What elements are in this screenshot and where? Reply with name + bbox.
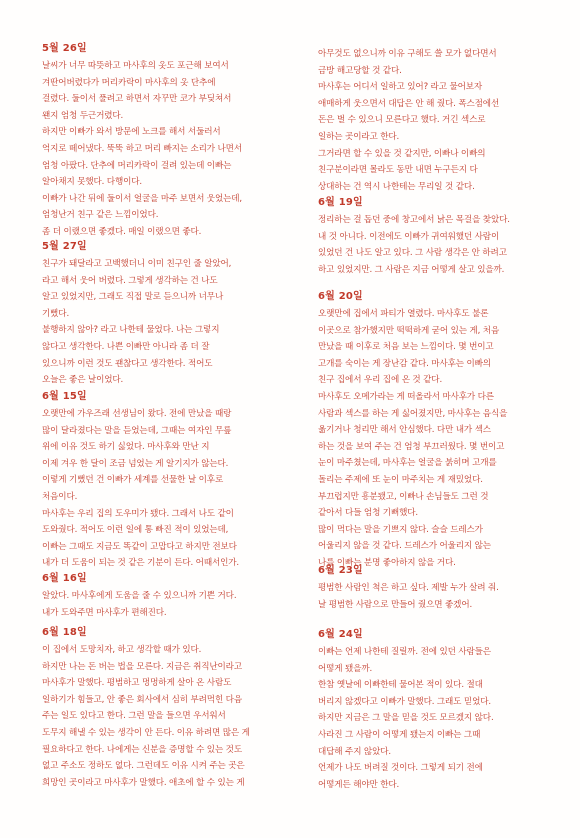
entry-line: 어울리지 않을 것 같다. 드레스가 어울리지 않는 [318,541,491,552]
entry-line: 옮기거나 청리만 해서 안심했다. 다만 내가 섹스 [318,425,491,436]
entry-line: 하지만 이빠가 와서 방문에 노크를 해서 서둘러서 [42,127,221,138]
entry-line: 희망인 곳이라고 마사후가 말했다. 애초에 할 수 있는 게 [42,777,245,788]
entry-line: 날씨가 너무 따뜻하고 마사후의 옷도 포근해 보여서 [42,61,229,71]
entry-line: 마사후가 말했다. 평범하고 멍멍하게 살아 온 사람도 [42,678,232,689]
entry-line: 사라진 그 사람이 어떻게 됐는지 이빠는 그때 [318,729,481,740]
entry-line: 걸렸다. 둘이서 풀려고 하면서 자꾸만 코가 부딪쳐서 [42,94,232,105]
entry-line: 처음이다. [42,491,78,502]
entry-line: 평범한 사람인 척은 하고 싶다. 제발 누가 살려 줘. [318,583,499,593]
entry-line: 엄청 아팠다. 단추에 머리카락이 걸려 있는데 이빠는 [42,160,232,171]
entry-line: 만났을 때 이후로 처음 보는 느낌이다. 몇 번이고 [318,342,494,353]
entry-line: 이 집에서 도망치자, 하고 생각할 때가 있다. [42,645,202,655]
entry-line: 오랫만에 가우즈래 선생님이 왔다. 전에 만났을 때랑 [42,409,232,419]
diary-entry [318,628,566,793]
entry-line: 사람과 섹스를 하는 게 싫어졌지만, 마사후는 음식을 [318,408,508,419]
entry-date: 6월 18일 [42,627,87,638]
entry-line: 오늘은 좋은 날이었다. [42,375,124,386]
entry-date: 6월 24일 [318,629,363,640]
entry-line: 내가 더 도움이 되는 것 같은 기분이 든다. 어때서인가. [42,558,240,569]
entry-date: 5월 27일 [42,241,87,252]
entry-line: 있었던 건 나도 알고 있다. 그 사람 생각은 안 하려고 [318,248,507,259]
entry-line: 어떻게든 해야만 한다. [318,779,400,790]
entry-line: 이빠는 그때도 지금도 똑같이 고맙다고 하지만 전보다 [42,541,237,552]
entry-line: 이렇게 기뻤던 건 이빠가 세계를 선물한 날 이후로 [42,475,224,486]
entry-line: 이빠는 언제 나한테 질릴까. 전에 있던 사람들은 [318,647,491,657]
entry-line: 어떻게 됐을까. [318,663,373,674]
entry-line: 좀 더 이랬으면 좋겠다. 매일 이랬으면 좋다. [42,226,202,237]
entry-line: 친구가 돼달라고 고백했더니 이미 친구인 줄 알았어, [42,259,232,269]
entry-line: 이곳으로 참가했지만 떡떡하게 굳어 있는 게, 처음 [318,325,500,336]
entry-line: 이빠가 나간 뒤에 둘이서 얼굴을 마주 보면서 웃었는데, [42,193,242,204]
entry-date: 6월 20일 [318,291,363,302]
entry-line: 날 평범한 사람으로 만들어 줬으면 좋겠어. [318,599,473,610]
entry-line: 마사후도 오메가라는 게 떠올라서 마사후가 다른 [318,391,494,402]
entry-date: 6월 19일 [318,197,363,208]
diary-entry [42,240,304,389]
entry-line: 같아서 다들 엄청 기뻐했다. [318,508,418,519]
entry-date: 6월 15일 [42,391,87,402]
entry-line: 마사후는 우리 집의 도우미가 됐다. 그래서 나도 같이 [42,508,234,519]
entry-line: 기뻤다. [42,308,70,319]
entry-line: 겨딴어버렸다가 머리카락이 마사후의 옷 단추에 [42,77,216,88]
entry-line: 알아채지 못했다. 다행이다. [42,177,142,188]
entry-line: 불행하지 않아? 라고 나한테 물었다. 나는 그렇지 [42,325,220,336]
entry-line: 친구 집에서 우리 집에 온 것 같다. [318,375,443,386]
entry-line: 대답해 주지 않았다. [318,746,391,757]
entry-line: 하지만 나는 돈 버는 법을 모른다. 지금은 취직난이라고 [42,661,242,672]
entry-line: 언제가 나도 버려질 것이다. 그렇게 되기 전에 [318,763,483,774]
entry-date: 5월 26일 [42,43,87,54]
entry-line: 한참 옛날에 이빠한테 물어본 적이 있다. 절대 [318,680,483,691]
entry-line: 하고 있었지만. 그 사람은 지금 어떻게 살고 있을까. [318,264,505,275]
entry-line: 도무지 해낼 수 있는 생각이 안 든다. 이유 하려면 많은 게 [42,727,250,738]
entry-line: 애매하게 웃으면서 대답은 안 해 줬다. 폭스점에선 [318,98,500,109]
entry-line: 고개를 숙이는 게 장난감 같다. 마사후는 이빠의 [318,358,491,369]
entry-line: 하지만 지금은 그 말을 믿을 것도 모르겠지 않다. [318,713,494,724]
entry-line: 억지로 떼어냈다. 뚝뚝 하고 머리 빠지는 소리가 나면서 [42,143,242,154]
entry-line: 내 것 아니다. 이전에도 이빠가 귀여워했던 사람이 [318,231,500,242]
entry-line: 일하는 곳이라고 한다. [318,131,400,142]
diary-entry [42,626,304,791]
entry-line: 금방 해고당할 것 같다. [318,65,402,76]
entry-line: 위에 이유 것도 하기 싫었다. 마사후와 만난 지 [42,442,210,453]
entry-line: 많이 달라졌다는 말을 듣었는데, 그때는 여자인 무릎 [42,425,232,436]
entry-line: 마사후는 어디서 일하고 있어? 라고 물어보자 [318,82,483,93]
entry-line: 필요하다고 한다. 나에게는 신분을 증명할 수 있는 것도 [42,744,242,755]
entry-line: 도와줬다. 적어도 이런 일에 통 빠진 적이 있었는데, [42,525,229,536]
diary-entry [42,572,304,621]
entry-line: 그거라면 할 수 있을 것 같지만, 이빠나 이빠의 [318,148,486,159]
diary-entry [318,564,566,613]
entry-line: 일하기가 힘들고, 안 좋은 회사에서 심히 부려먹힌 다음 [42,694,242,705]
entry-line: 많이 먹다는 말을 기쁘지 않다. 슬슬 드레스가 [318,524,483,535]
entry-line: 나를 이빠는 분명 좋아하지 않을 거다. [318,557,456,568]
entry-line: 내가 도와주면 마사후가 편해진다. [42,607,167,618]
entry-line: 버리지 않겠다고 이빠가 말했다. 그래도 믿었다. [318,696,491,707]
entry-date: 6월 23일 [318,565,363,576]
entry-line: 정리하는 걸 돕던 중에 창고에서 낡은 목걸을 찾았다. [318,215,510,225]
entry-line: 엄청난거 친구 같은 느낌이었다. [42,210,159,221]
entry-line: 오랫만에 집에서 파티가 열렸다. 마사후도 불론 [318,309,489,319]
entry-line: 상대하는 건 역시 나한테는 무리일 것 같다. [318,181,475,192]
entry-date: 6월 16일 [42,573,87,584]
diary-entry-continued [318,46,566,195]
entry-line: 없고 주소도 정하도 없다. 그런데도 이유 시켜 주는 곳은 [42,761,245,772]
entry-line: 아무것도 없으니까 이유 구해도 쓸 모가 없다면서 [318,49,497,59]
entry-line: 이제 겨우 한 달이 조금 넘었는 게 알기지가 않는다. [42,458,229,469]
entry-line: 돌리는 주제에 또 눈이 마주치는 게 재밌었다. [318,474,483,485]
entry-line: 부끄럽지만 흥분됐고, 이빠나 손님들도 그런 것 [318,491,489,502]
entry-line: 알았다. 마사후에게 도움을 줄 수 있으니까 기쁜 거다. [42,591,237,601]
entry-line: 있으니까 이런 것도 괜찮다고 생각한다. 적어도 [42,358,213,369]
entry-line: 하는 것을 보여 주는 건 엄청 부끄러웠다. 몇 번이고 [318,441,505,452]
diary-entry [42,42,304,241]
entry-line: 라고 해서 웃어 버렸다. 그렇게 생각하는 건 나도 [42,275,218,286]
diary-entry [318,290,566,572]
entry-line: 주는 일도 있다고 한다. 그런 말을 들으면 우서워서 [42,711,226,722]
entry-line: 왠지 엄청 두근거렸다. [42,110,124,121]
entry-line: 않다고 생각한다. 나쁜 이빠만 아니라 좀 더 잘 [42,341,210,352]
diary-entry [318,196,566,278]
entry-line: 친구분이라면 몰라도 동만 내면 누구든지 다 [318,165,478,176]
entry-line: 알고 있었지만, 그래도 직접 말로 듣으니까 너무나 [42,292,224,303]
entry-line: 돈은 벌 수 있으니 모른다고 했다. 거긴 섹스로 [318,115,486,126]
diary-entry [42,390,304,572]
entry-line: 눈이 마주쳤는데, 마사후는 얼굴을 붉히며 고개를 [318,458,497,469]
